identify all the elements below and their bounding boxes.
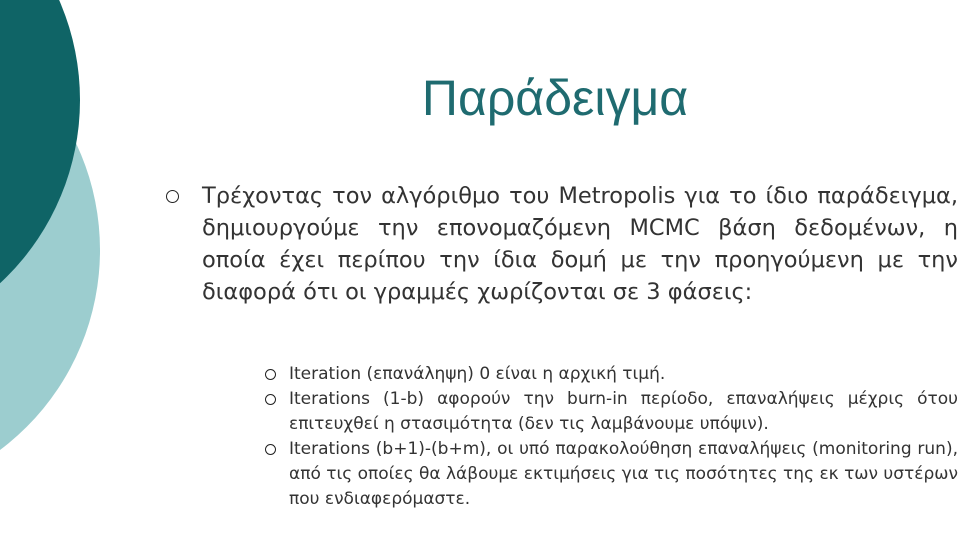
sub-bullet-item [0, 437, 958, 512]
bullet-marker-icon [166, 190, 179, 203]
slide-content [162, 180, 958, 308]
sub-bullet-text: Iteration (επανάληψη) 0 είναι η αρχική τιμή. [289, 364, 666, 384]
slide-title: Παράδειγμα [421, 70, 689, 126]
bullet-marker-icon [265, 444, 276, 455]
main-bullet [162, 180, 958, 308]
sub-bullet-item [0, 362, 958, 387]
bullet-marker-icon [265, 394, 276, 405]
sub-bullet-text: Iterations (1-b) αφορούν την burn-in περίοδο, επαναλήψεις μέχρις ότου επιτευχθεί η στασιμότητα (δεν τις λαμβάνουμε υπόψιν). [289, 389, 958, 434]
sub-bullet-item [0, 387, 958, 437]
main-bullet-text: Τρέχοντας τον αλγόριθμο του Metropolis για το ίδιο παράδειγμα, δημιουργούμε την επονομαζόμενη MCMC βάση δεδομένων, η οποία έχει περίπου την ίδια δομή με την προηγούμενη με την διαφορά ότι οι γραμμές χωρίζονται σε 3 φάσεις: [202, 183, 958, 305]
bullet-marker-icon [265, 369, 276, 380]
sub-bullet-list [162, 362, 958, 512]
sub-bullet-text: Iterations (b+1)-(b+m), οι υπό παρακολούθηση επαναλήψεις (monitoring run), από τις οποίες θα λάβουμε εκτιμήσεις για τις ποσότητες της εκ των υστέρων που ενδιαφερόμαστε. [289, 439, 958, 509]
